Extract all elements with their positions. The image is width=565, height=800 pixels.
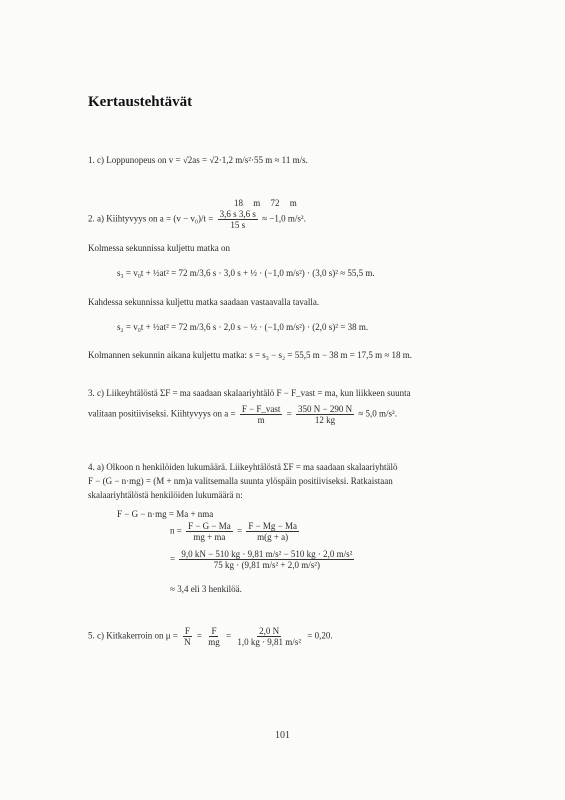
problem-2-fraction-numerator: 3,6 s 3,6 s bbox=[219, 209, 256, 219]
problem-2-label: 2. a) Kiihtyvyys on bbox=[88, 213, 158, 224]
problem-4-eq-2: n = $\frac{F - G - Ma}{mg + ma}$ = $\frac{F - Mg - Ma}{m(g + a)}$ bbox=[170, 521, 297, 542]
problem-2-line-3: Kahdessa sekunnissa kuljettu matka saadaan vastaavalla tavalla. bbox=[88, 297, 320, 307]
problem-3-fraction-2-denominator: 12 kg bbox=[314, 415, 336, 425]
problem-5-label: 5. c) Kitkakerroin on bbox=[88, 630, 164, 641]
problem-4-line-1: 4. a) Olkoon n henkilöiden lukumäärä. Liikeyhtälöstä ΣF = ma saadaan skalaariyhtälö bbox=[88, 462, 398, 472]
problem-2-line-4: Kolmannen sekunnin aikana kuljettu matka: s = s₃ − s₂ = 55,5 m − 38 m = 17,5 m ≈ 18 m. bbox=[88, 350, 413, 360]
problem-2-a-result: ≈ −1,0 m/s². bbox=[262, 213, 306, 224]
problem-5-fraction-1-numerator: F bbox=[184, 626, 190, 636]
problem-2-top-fractions: 18 m 72 m bbox=[234, 198, 297, 208]
problem-1-label: 1. c) Loppunopeus on bbox=[88, 155, 167, 165]
problem-2-s2-equation: s₂ = v₀t + ½at² = 72 m/3,6 s · 2,0 s − ½ · (−1,0 m/s²) · (2,0 s)² = 38 m. bbox=[117, 322, 369, 332]
problem-5-mu: μ = bbox=[165, 630, 178, 641]
problem-4-eq-2-fraction-2-denominator: m(g + a) bbox=[257, 532, 289, 542]
problem-2-line-2: Kolmessa sekunnissa kuljettu matka on bbox=[88, 243, 230, 253]
problem-4-eq-2-fraction-1-denominator: mg + ma bbox=[193, 532, 226, 542]
problem-4-eq-3-fraction bbox=[179, 549, 354, 570]
problem-5-fraction-1-denominator: N bbox=[184, 637, 191, 647]
problem-5-result: = 0,20. bbox=[307, 630, 333, 641]
problem-5-fraction-3-denominator: 1,0 kg · 9,81 m/s² bbox=[237, 637, 302, 647]
problem-3-line-2: valitaan positiiviseksi. Kiihtyvyys on a = $\frac{\text{F − F\_vast}}{m}$ = $\frac{350 N - 290 N}{12 kg}$ ≈ 5,0 m/s². bbox=[88, 404, 397, 425]
problem-3-fraction-2-numerator: 350 N − 290 N bbox=[298, 404, 353, 414]
problem-4-eq-3: = $\frac{\text{9,0 kN − 510 kg · 9,81 m/s² − 510 kg · 2,0 m/s²}}{\text{75 kg · (9,81 m/s² + 2,0 m/s²)}}$ bbox=[170, 549, 353, 570]
problem-5-fraction-2-numerator: F bbox=[211, 626, 217, 636]
problem-4-eq-4: ≈ 3,4 eli 3 henkilöä. bbox=[170, 584, 242, 594]
problem-1-formula: v = √2as = √2·1,2 m/s²·55 m ≈ 11 m/s. bbox=[168, 155, 308, 165]
problem-4-line-3: skalaariyhtälöstä henkilöiden lukumäärä n: bbox=[88, 490, 243, 500]
problem-2-acceleration bbox=[88, 209, 306, 230]
problem-1 bbox=[88, 155, 308, 165]
problem-4-eq-2-lhs: n = bbox=[170, 525, 182, 536]
page-title: Kertaustehtävät bbox=[88, 94, 193, 110]
problem-4-eq-2-fraction-2 bbox=[246, 521, 299, 542]
problem-3-line-2-text: valitaan positiiviseksi. Kiihtyvyys on bbox=[88, 408, 222, 419]
problem-3-line-1: 3. c) Liikeyhtälöstä ΣF = ma saadaan skalaariyhtälö F − F_vast = ma, kun liikkeen suunta bbox=[88, 388, 411, 398]
problem-4-eq-2-fraction-2-numerator: F − Mg − Ma bbox=[248, 521, 297, 531]
problem-4-eq-3-numerator: 9,0 kN − 510 kg · 9,81 m/s² − 510 kg · 2,0 m/s² bbox=[181, 549, 353, 559]
problem-5-fraction-2-denominator: mg bbox=[208, 637, 220, 647]
problem-3-fraction-2 bbox=[296, 404, 354, 425]
problem-2-s3-equation: s₃ = v₀t + ½at² = 72 m/3,6 s · 3,0 s + ½ · (−1,0 m/s²) · (3,0 s)² ≈ 55,5 m. bbox=[117, 268, 375, 278]
problem-2-a-lhs: a = (v − v₀)/t = bbox=[159, 213, 214, 224]
problem-3-fraction-1-numerator: F − F_vast bbox=[241, 404, 281, 414]
problem-5-fraction-3 bbox=[235, 626, 303, 647]
problem-4-eq-2-fraction-1 bbox=[186, 521, 233, 542]
problem-5-fraction-3-numerator: 2,0 N bbox=[259, 626, 280, 636]
problem-4-line-2: F − (G − n·mg) = (M + nm)a valitsemalla suunta ylöspäin positiiviseksi. Ratkaistaan bbox=[88, 476, 393, 486]
problem-5-fraction-2 bbox=[206, 626, 222, 647]
problem-5-fraction-1 bbox=[182, 626, 193, 647]
problem-4-eq-1: F − G − n·mg = Ma + nma bbox=[117, 509, 214, 519]
problem-4-eq-3-denominator: 75 kg · (9,81 m/s² + 2,0 m/s²) bbox=[213, 560, 320, 570]
page-number: 101 bbox=[275, 730, 290, 741]
problem-5: 5. c) Kitkakerroin on μ = $\frac{F}{N}$ = $\frac{F}{mg}$ = $\frac{2,0 N}{\text{1,0 kg · 9,81 m/s²}}$ = 0,20. bbox=[88, 626, 333, 647]
problem-3-fraction-1-denominator: m bbox=[257, 415, 265, 425]
problem-3-fraction-1 bbox=[240, 404, 283, 425]
problem-3-result: ≈ 5,0 m/s². bbox=[358, 408, 397, 419]
problem-2-fraction-denominator: 15 s bbox=[230, 220, 246, 230]
problem-4-eq-2-fraction-1-numerator: F − G − Ma bbox=[188, 521, 231, 531]
problem-2-fraction bbox=[218, 209, 258, 230]
